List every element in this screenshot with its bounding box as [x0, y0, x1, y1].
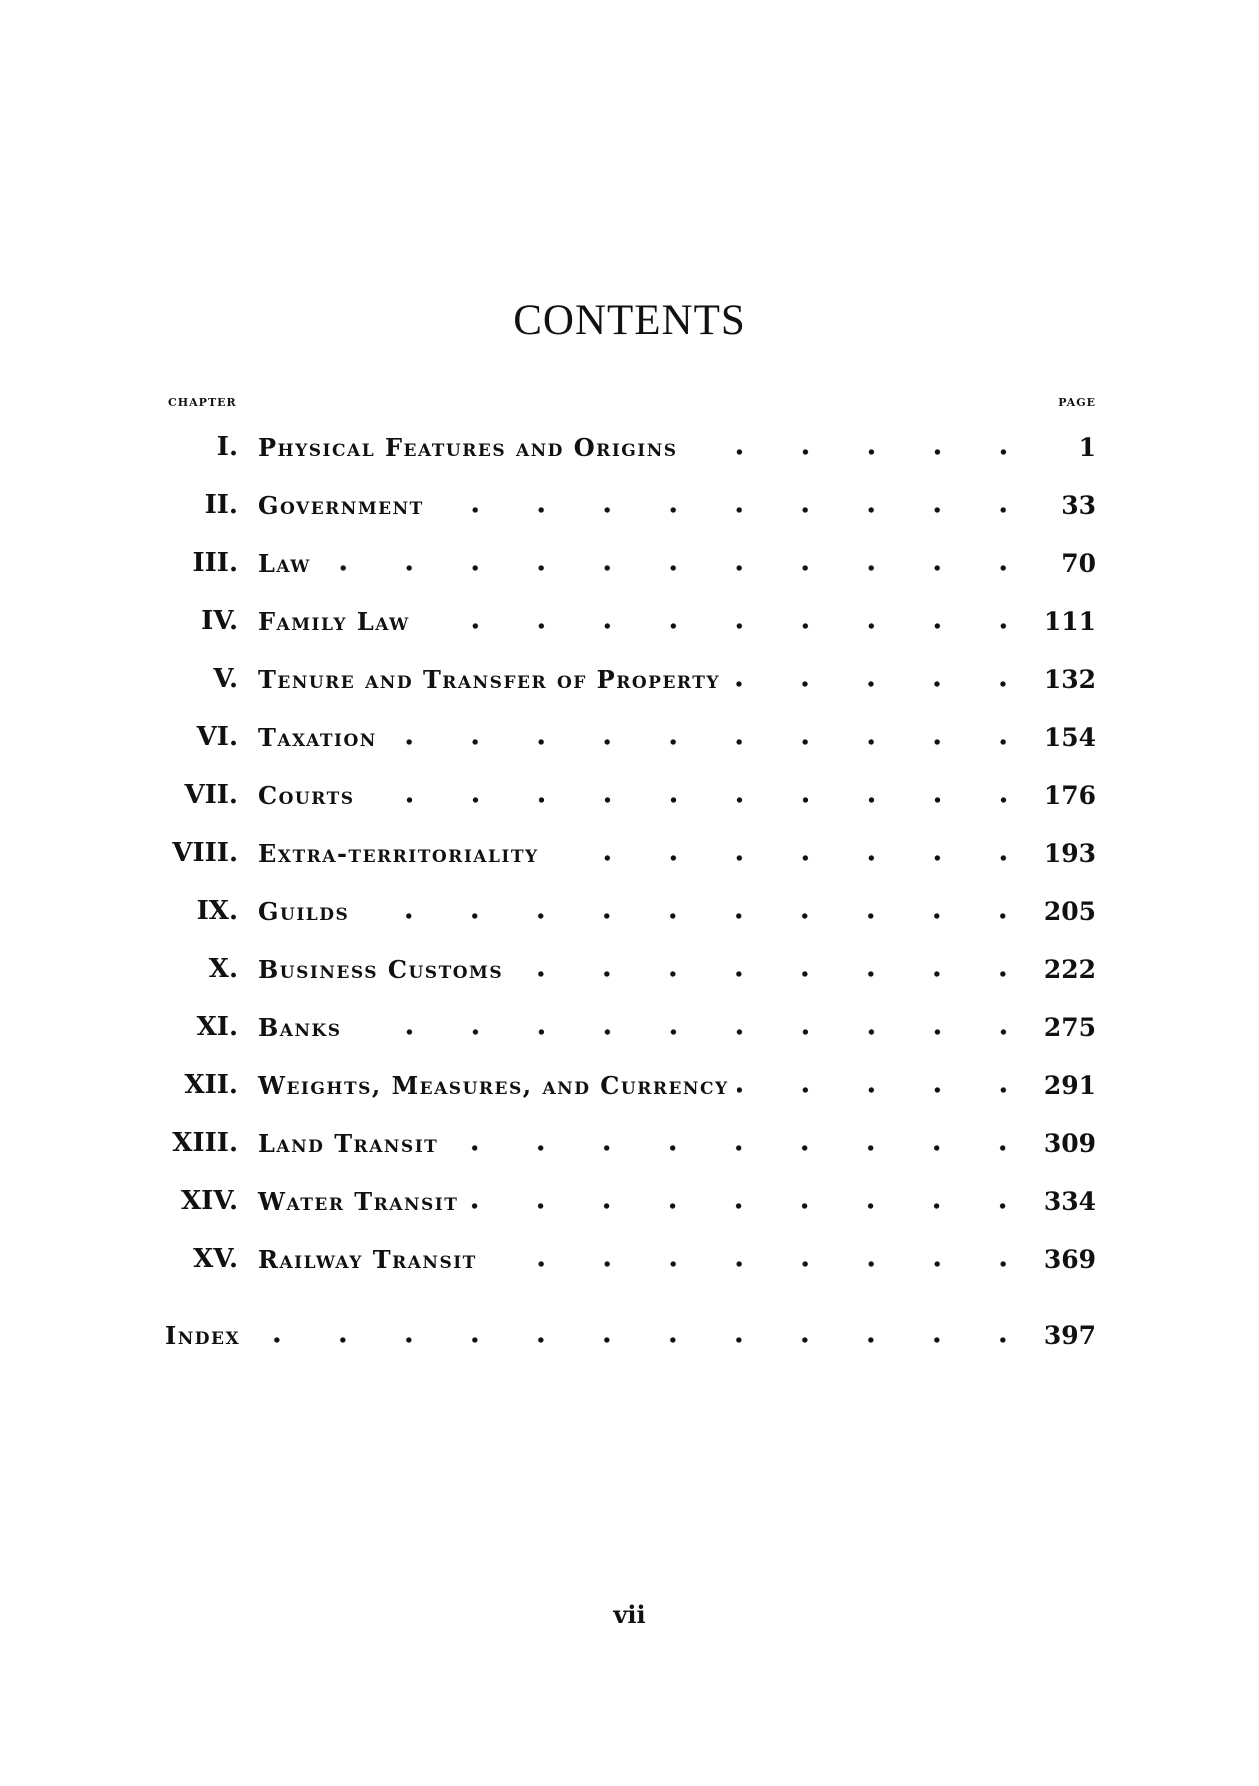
chapter-number: XII. — [184, 1070, 238, 1100]
chapter-column-header: CHAPTER — [168, 396, 237, 409]
page-title: CONTENTS — [513, 297, 746, 344]
page-number: 176 — [1043, 780, 1096, 810]
page-number: 205 — [1043, 896, 1096, 926]
dot-leader — [737, 1085, 1036, 1095]
toc-entry-7[interactable] — [165, 766, 1096, 824]
page-folio: vii — [613, 1600, 646, 1629]
page-number: 154 — [1043, 722, 1096, 752]
chapter-title: Banks — [258, 1013, 350, 1042]
chapter-title: Guilds — [258, 897, 357, 926]
toc-entry-15[interactable] — [165, 1230, 1096, 1288]
chapter-title: Railway Transit — [258, 1245, 485, 1274]
dot-leader — [319, 563, 1036, 573]
chapter-number: II. — [204, 490, 238, 520]
index-title: Index — [165, 1321, 248, 1350]
toc-entry-11[interactable] — [165, 998, 1096, 1056]
chapter-number: IX. — [196, 896, 238, 926]
dot-leader — [446, 1143, 1036, 1153]
toc-entry-8[interactable] — [165, 824, 1096, 882]
chapter-number: X. — [208, 954, 238, 984]
chapter-title: Physical Features and Origins — [258, 433, 686, 462]
chapter-title: Business Customs — [258, 955, 511, 984]
chapter-number: XI. — [196, 1012, 238, 1042]
toc-entry-2[interactable] — [165, 476, 1096, 534]
chapter-number: I. — [216, 432, 238, 462]
chapter-number: XIV. — [180, 1186, 238, 1216]
page-number: 275 — [1043, 1012, 1096, 1042]
toc-entry-13[interactable] — [165, 1114, 1096, 1172]
dot-leader — [363, 795, 1037, 805]
chapter-number: XIII. — [172, 1128, 238, 1158]
chapter-title: Law — [258, 549, 319, 578]
dot-leader — [547, 853, 1036, 863]
page-number: 291 — [1043, 1070, 1096, 1100]
toc-entry-5[interactable] — [165, 650, 1096, 708]
chapter-number: III. — [192, 548, 238, 578]
toc-entry-4[interactable] — [165, 592, 1096, 650]
page-number: 193 — [1043, 838, 1096, 868]
dot-leader — [511, 969, 1036, 979]
chapter-title: Family Law — [258, 607, 418, 636]
dot-leader — [350, 1027, 1036, 1037]
toc-entry-14[interactable] — [165, 1172, 1096, 1230]
page-number: 33 — [1061, 490, 1096, 520]
chapter-title: Water Transit — [258, 1187, 466, 1216]
chapter-title: Land Transit — [258, 1129, 446, 1158]
page-number: 397 — [1043, 1320, 1096, 1350]
toc-entry-index[interactable] — [165, 1306, 1096, 1364]
page-number: 334 — [1043, 1186, 1096, 1216]
page-number: 369 — [1043, 1244, 1096, 1274]
dot-leader — [432, 505, 1036, 515]
page-number: 111 — [1043, 606, 1096, 636]
dot-leader — [418, 621, 1036, 631]
chapter-number: XV. — [193, 1244, 238, 1274]
chapter-title: Tenure and Transfer of Property — [258, 665, 728, 694]
table-of-contents — [165, 418, 1096, 1364]
dot-leader — [686, 447, 1036, 457]
chapter-title: Weights, Measures, and Currency — [258, 1071, 737, 1100]
toc-entry-10[interactable] — [165, 940, 1096, 998]
chapter-title: Courts — [258, 781, 363, 810]
toc-entry-9[interactable] — [165, 882, 1096, 940]
chapter-number: VIII. — [172, 838, 238, 868]
dot-leader — [248, 1335, 1036, 1345]
chapter-title: Extra-territoriality — [258, 839, 547, 868]
chapter-number: VII. — [184, 780, 238, 810]
chapter-number: V. — [213, 664, 238, 694]
toc-entry-6[interactable] — [165, 708, 1096, 766]
page-number: 70 — [1061, 548, 1096, 578]
chapter-number: VI. — [196, 722, 238, 752]
dot-leader — [385, 737, 1036, 747]
dot-leader — [466, 1201, 1036, 1211]
page-column-header: PAGE — [1058, 396, 1096, 409]
toc-entry-12[interactable] — [165, 1056, 1096, 1114]
page-number: 1 — [1078, 432, 1096, 462]
dot-leader — [357, 911, 1036, 921]
page-number: 222 — [1043, 954, 1096, 984]
toc-entry-1[interactable] — [165, 418, 1096, 476]
dot-leader — [485, 1259, 1036, 1269]
dot-leader — [728, 679, 1036, 689]
chapter-title: Taxation — [258, 723, 385, 752]
page-number: 309 — [1043, 1128, 1096, 1158]
chapter-number: IV. — [201, 606, 238, 636]
page-number: 132 — [1043, 664, 1096, 694]
chapter-title: Government — [258, 491, 432, 520]
toc-entry-3[interactable] — [165, 534, 1096, 592]
